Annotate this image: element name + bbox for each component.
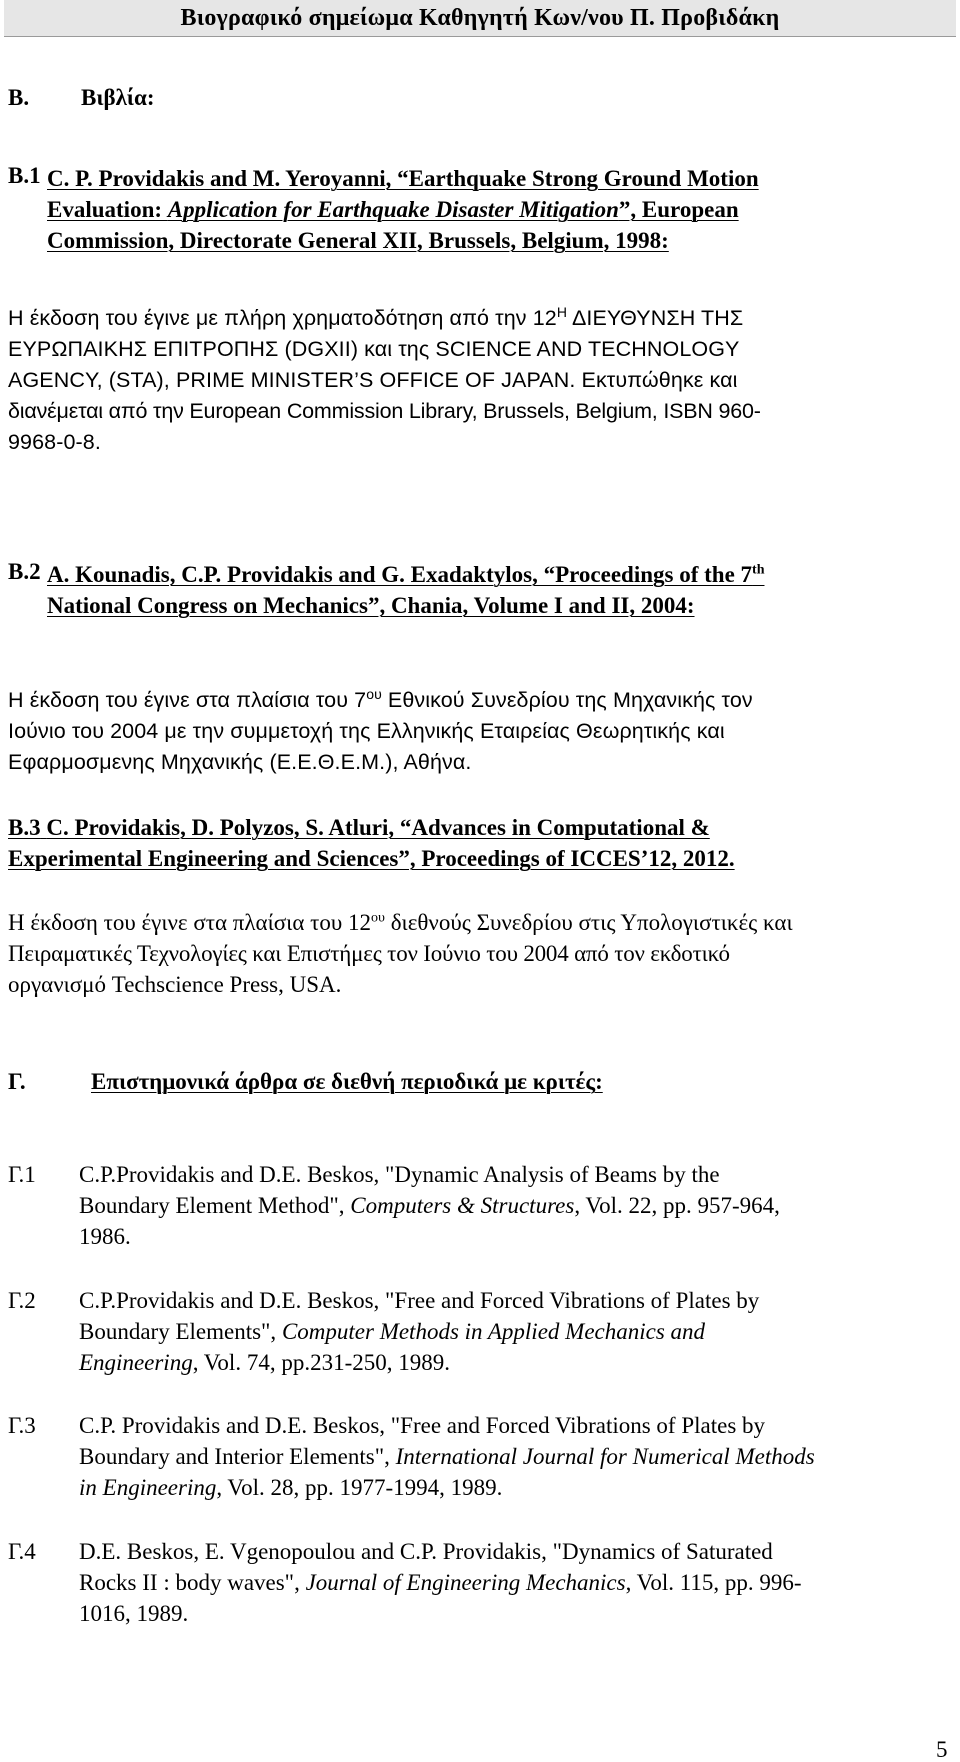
item-g3-citation: C.P. Providakis and D.E. Beskos, "Free and Forced Vibrations of Plates by Boundary and Interior Elements", International Journal for Numerical Methods in Engineering, Vol. 28, pp. 1977-1994, 1989. [79, 1413, 815, 1500]
item-b1-line3: Commission, Directorate General XII, Brussels, Belgium, 1998: [47, 228, 669, 253]
item-b3-citation [8, 812, 955, 874]
item-g2-number: Γ.2 [8, 1288, 36, 1313]
item-b3-line2: Experimental Engineering and Sciences”, Proceedings of ICCES’12, 2012. [8, 846, 735, 871]
item-b1-citation [47, 163, 955, 256]
item-b1-title: Application for Earthquake Disaster Mitigation [167, 197, 619, 222]
item-g1-journal: Computers & Structures [350, 1193, 575, 1218]
item-b2-description: Η έκδοση του έγινε στα πλαίσια του $7^{o\upsilon}$ Εθνικού Συνεδρίου της Μηχανικής τον Ιούνιο του 2004 με την συμμετοχή της Ελληνικής Εταιρείας Θεωρητικής και Εφαρμοσμενης Μηχανικής (Ε.Ε.Θ.Ε.Μ.), Αθήνα. [8, 685, 753, 774]
item-b3-line1: B.3 C. Providakis, D. Polyzos, S. Atluri, “Advances in Computational & [8, 815, 710, 840]
item-g1-citation: C.P.Providakis and D.E. Beskos, "Dynamic Analysis of Beams by the Boundary Element Method", Computers & Structures, Vol. 22, pp. 957-964, 1986. [79, 1162, 780, 1249]
item-b3-description: Η έκδοση του έγινε στα πλαίσια του $12^{o\upsilon}$ διεθνούς Συνεδρίου στις Υπολογιστικές και Πειραματικές Τεχνολογίες και Επιστήμες τον Ιούνιο του 2004 από τον εκδοτικό οργανισμό Techscience Press, USA. [8, 910, 793, 997]
item-b1-description: Η έκδοση του έγινε με πλήρη χρηματοδότηση από την $12^H$ ΔΙΕΥΘΥΝΣΗ ΤΗΣ ΕΥΡΩΠΑΙΚΗΣ ΕΠΙΤΡΟΠΗΣ (DGXII) και της SCIENCE AND TECHNOLOGY AGENCY, (STA), PRIME MINISTER’S OFFICE OF JAPAN. Εκτυπώθηκε και διανέμεται από την European Commission Library, Brussels, Belgium, ISBN 960- 9968-0-8. [8, 303, 761, 454]
item-b2-number: B.2 [8, 559, 41, 584]
section-b-letter: B. [8, 85, 30, 110]
page-header [4, 0, 956, 37]
header-title: Βιογραφικό σημείωμα Καθηγητή Κων/νου Π. Προβιδάκη [180, 4, 780, 31]
item-b2-citation [47, 559, 955, 621]
item-g3-journal: International Journal for Numerical Methods [395, 1444, 815, 1469]
item-g3-number: Γ.3 [8, 1413, 36, 1438]
section-g-title: Επιστημονικά άρθρα σε διεθνή περιοδικά με κριτές: [91, 1069, 603, 1094]
item-b1-line1: C. P. Providakis and M. Yeroyanni, “Earthquake Strong Ground Motion [47, 166, 759, 191]
item-b1-number: B.1 [8, 163, 41, 188]
section-b-title: Βιβλία: [81, 85, 155, 110]
item-g2-citation: C.P.Providakis and D.E. Beskos, "Free and Forced Vibrations of Plates by Boundary Elements", Computer Methods in Applied Mechanics and Engineering, Vol. 74, pp.231-250, 1989. [79, 1288, 760, 1375]
item-g4-citation: D.E. Beskos, E. Vgenopoulou and C.P. Providakis, "Dynamics of Saturated Rocks II : body waves", Journal of Engineering Mechanics, Vol. 115, pp. 996- 1016, 1989. [79, 1539, 802, 1626]
page-number: 5 [936, 1737, 948, 1762]
section-g-letter: Γ. [8, 1069, 26, 1094]
item-b3-number: B.3 [8, 815, 41, 840]
item-b2-line1: A. Kounadis, C.P. Providakis and G. Exadaktylos, “Proceedings of the 7th [47, 562, 765, 587]
item-b1-line2: Evaluation: Application for Earthquake Disaster Mitigation”, European [47, 197, 739, 222]
item-g2-journal: Computer Methods in Applied Mechanics and [281, 1319, 706, 1344]
item-g4-number: Γ.4 [8, 1539, 36, 1564]
item-b2-line2: National Congress on Mechanics”, Chania, Volume I and II, 2004: [47, 593, 695, 618]
item-g1-number: Γ.1 [8, 1162, 36, 1187]
item-g4-journal: Journal of Engineering Mechanics [305, 1570, 626, 1595]
